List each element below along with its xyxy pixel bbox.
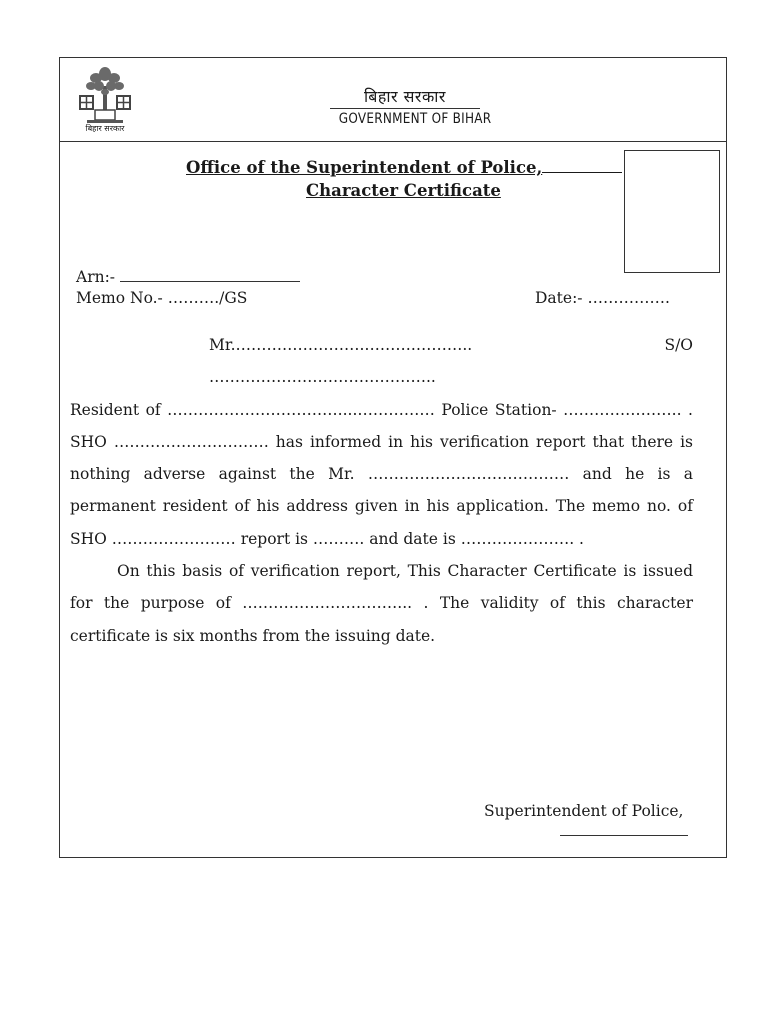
office-blank xyxy=(542,158,622,173)
signature-title: Superintendent of Police, xyxy=(484,802,684,820)
header-band xyxy=(60,58,726,142)
memo-field: Memo No.- ………./GS xyxy=(76,289,248,307)
government-block xyxy=(328,86,492,129)
office-title: Office of the Superintendent of Police, xyxy=(186,158,622,177)
photo-box xyxy=(624,150,720,273)
certificate-body xyxy=(70,329,693,652)
arn-field xyxy=(76,268,300,286)
body-paragraph-2: On this basis of verification report, This Character Certificate is issued for the purpose of …………………………... . The validity of this character certificate is six months from the issuing date. xyxy=(70,562,693,645)
emblem-caption: बिहार सरकार xyxy=(85,124,125,133)
date-field: Date:- ……………. xyxy=(535,289,670,307)
body-paragraph-1: Resident of ……………………………....…………… Police Station- ………………….. . SHO ………………………… has informed in his verification report that there is nothing adverse against the Mr. ………………………………… and he is a permanent resident of his address given in his application. The memo no. of SHO …………………… report is ………. and date is …………………. . xyxy=(70,400,693,548)
arn-blank xyxy=(120,269,300,282)
govt-hindi-title: बिहार सरकार xyxy=(330,86,480,109)
certificate-sheet xyxy=(59,57,727,858)
signature-line xyxy=(560,835,688,836)
certificate-title: Character Certificate xyxy=(306,181,501,200)
govt-english-title: GOVERNMENT OF BIHAR xyxy=(338,111,492,127)
mr-line: Mr.…………………….……….……….. S/O …………………………………….. xyxy=(209,336,693,387)
arn-label: Arn:- xyxy=(76,268,116,286)
